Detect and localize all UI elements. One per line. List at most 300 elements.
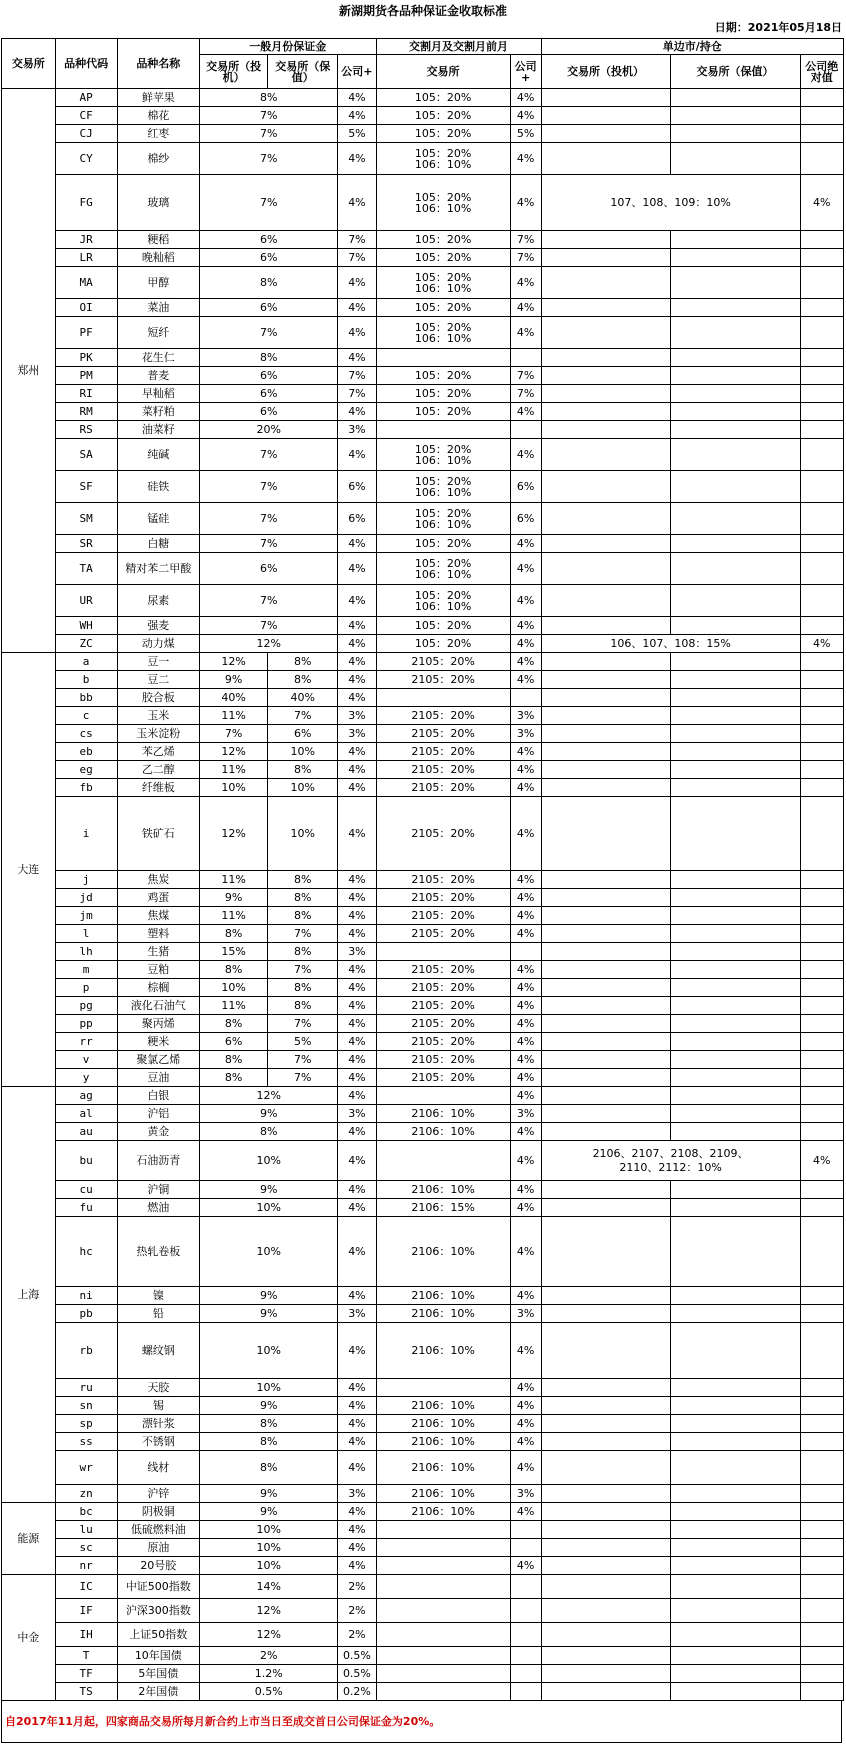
- spec-cell: 7%: [200, 585, 338, 617]
- spec-cell: 7%: [200, 107, 338, 125]
- name-cell: 花生仁: [117, 349, 200, 367]
- unilateral-spec-cell: [541, 997, 670, 1015]
- unilateral-abs-cell: [800, 89, 843, 107]
- unilateral-spec-cell: [541, 1123, 670, 1141]
- unilateral-hedge-cell: [670, 1323, 800, 1379]
- spec-cell: 2%: [200, 1647, 338, 1665]
- unilateral-abs-cell: [800, 889, 843, 907]
- header-delivery-company-plus: 公司+: [510, 55, 541, 89]
- name-cell: 晚籼稻: [117, 249, 200, 267]
- hedge-cell: 8%: [268, 889, 338, 907]
- unilateral-spec-cell: [541, 889, 670, 907]
- spec-cell: 11%: [200, 871, 268, 889]
- delivery-company-cell: [510, 689, 541, 707]
- code-cell: eg: [55, 761, 117, 779]
- name-cell: 5年国债: [117, 1665, 200, 1683]
- company-plus-cell: 4%: [338, 143, 376, 175]
- company-plus-cell: 6%: [338, 503, 376, 535]
- unilateral-hedge-cell: [670, 1451, 800, 1485]
- spec-cell: 10%: [200, 1217, 338, 1287]
- table-row: [2, 1217, 844, 1287]
- name-cell: 鸡蛋: [117, 889, 200, 907]
- unilateral-spec-cell: [541, 943, 670, 961]
- header-delivery: 交割月及交割月前月: [376, 39, 541, 55]
- code-cell: nr: [55, 1557, 117, 1575]
- unilateral-spec-cell: [541, 1623, 670, 1647]
- unilateral-spec-cell: [541, 1015, 670, 1033]
- code-cell: b: [55, 671, 117, 689]
- spec-cell: 12%: [200, 1623, 338, 1647]
- delivery-cell: 2105：20%: [376, 979, 510, 997]
- delivery-cell: [376, 1539, 510, 1557]
- unilateral-cell: 106、107、108：15%: [541, 635, 800, 653]
- delivery-cell: 2106：10%: [376, 1451, 510, 1485]
- company-plus-cell: 0.5%: [338, 1647, 376, 1665]
- unilateral-spec-cell: [541, 961, 670, 979]
- code-cell: IH: [55, 1623, 117, 1647]
- code-cell: OI: [55, 299, 117, 317]
- unilateral-abs-cell: [800, 725, 843, 743]
- company-plus-cell: 4%: [338, 871, 376, 889]
- unilateral-spec-cell: [541, 1539, 670, 1557]
- table-row: [2, 439, 844, 471]
- delivery-cell: 105：20%: [376, 617, 510, 635]
- table-row: [2, 1485, 844, 1503]
- table-row: [2, 1181, 844, 1199]
- unilateral-spec-cell: [541, 761, 670, 779]
- delivery-company-cell: 4%: [510, 925, 541, 943]
- header-name: 品种名称: [117, 39, 200, 89]
- company-plus-cell: 4%: [338, 1557, 376, 1575]
- unilateral-hedge-cell: [670, 671, 800, 689]
- code-cell: rb: [55, 1323, 117, 1379]
- unilateral-spec-cell: [541, 143, 670, 175]
- hedge-cell: 6%: [268, 725, 338, 743]
- unilateral-abs-cell: 4%: [800, 1141, 843, 1181]
- unilateral-spec-cell: [541, 403, 670, 421]
- unilateral-hedge-cell: [670, 1539, 800, 1557]
- unilateral-spec-cell: [541, 1217, 670, 1287]
- unilateral-spec-cell: [541, 471, 670, 503]
- delivery-company-cell: 4%: [510, 143, 541, 175]
- delivery-company-cell: 7%: [510, 367, 541, 385]
- delivery-cell: 2105：20%: [376, 925, 510, 943]
- company-plus-cell: 6%: [338, 471, 376, 503]
- delivery-company-cell: 3%: [510, 1305, 541, 1323]
- company-plus-cell: 0.5%: [338, 1665, 376, 1683]
- code-cell: SM: [55, 503, 117, 535]
- table-row: [2, 871, 844, 889]
- unilateral-spec-cell: [541, 1105, 670, 1123]
- company-plus-cell: 4%: [338, 779, 376, 797]
- delivery-company-cell: 4%: [510, 1033, 541, 1051]
- delivery-company-cell: 4%: [510, 317, 541, 349]
- name-cell: 动力煤: [117, 635, 200, 653]
- code-cell: a: [55, 653, 117, 671]
- delivery-company-cell: 7%: [510, 249, 541, 267]
- unilateral-hedge-cell: [670, 617, 800, 635]
- code-cell: JR: [55, 231, 117, 249]
- hedge-cell: 7%: [268, 707, 338, 725]
- unilateral-hedge-cell: [670, 1665, 800, 1683]
- unilateral-spec-cell: [541, 1557, 670, 1575]
- unilateral-abs-cell: [800, 107, 843, 125]
- exchange-cell: 大连: [2, 653, 56, 1087]
- table-row: [2, 1433, 844, 1451]
- delivery-cell: [376, 1087, 510, 1105]
- delivery-cell: [376, 1599, 510, 1623]
- company-plus-cell: 3%: [338, 725, 376, 743]
- spec-cell: 9%: [200, 889, 268, 907]
- company-plus-cell: 4%: [338, 1323, 376, 1379]
- code-cell: al: [55, 1105, 117, 1123]
- delivery-company-cell: 7%: [510, 385, 541, 403]
- unilateral-spec-cell: [541, 907, 670, 925]
- name-cell: 精对苯二甲酸: [117, 553, 200, 585]
- delivery-cell: [376, 1379, 510, 1397]
- unilateral-abs-cell: [800, 471, 843, 503]
- company-plus-cell: 4%: [338, 1015, 376, 1033]
- delivery-cell: 2106：10%: [376, 1181, 510, 1199]
- unilateral-spec-cell: [541, 1665, 670, 1683]
- unilateral-hedge-cell: [670, 1397, 800, 1415]
- delivery-cell: [376, 1683, 510, 1701]
- delivery-cell: 2106：10%: [376, 1397, 510, 1415]
- name-cell: 沪铜: [117, 1181, 200, 1199]
- table-row: [2, 653, 844, 671]
- hedge-cell: 7%: [268, 1069, 338, 1087]
- delivery-company-cell: [510, 1521, 541, 1539]
- name-cell: 天胶: [117, 1379, 200, 1397]
- spec-cell: 6%: [200, 385, 338, 403]
- hedge-cell: 10%: [268, 797, 338, 871]
- unilateral-cell: 2106、2107、2108、2109、 2110、2112：10%: [541, 1141, 800, 1181]
- unilateral-abs-cell: [800, 961, 843, 979]
- delivery-cell: [376, 689, 510, 707]
- table-row: [2, 1539, 844, 1557]
- name-cell: 尿素: [117, 585, 200, 617]
- table-row: [2, 1323, 844, 1379]
- spec-cell: 10%: [200, 1379, 338, 1397]
- unilateral-spec-cell: [541, 617, 670, 635]
- delivery-cell: 105：20%: [376, 249, 510, 267]
- company-plus-cell: 0.2%: [338, 1683, 376, 1701]
- unilateral-hedge-cell: [670, 1015, 800, 1033]
- company-plus-cell: 3%: [338, 421, 376, 439]
- table-row: [2, 1051, 844, 1069]
- name-cell: 早籼稻: [117, 385, 200, 403]
- company-plus-cell: 4%: [338, 761, 376, 779]
- delivery-cell: 2105：20%: [376, 961, 510, 979]
- name-cell: 甲醇: [117, 267, 200, 299]
- hedge-cell: 7%: [268, 925, 338, 943]
- code-cell: lu: [55, 1521, 117, 1539]
- company-plus-cell: 4%: [338, 889, 376, 907]
- company-plus-cell: 4%: [338, 1087, 376, 1105]
- delivery-cell: 2105：20%: [376, 707, 510, 725]
- spec-cell: 10%: [200, 1199, 338, 1217]
- unilateral-hedge-cell: [670, 143, 800, 175]
- spec-cell: 8%: [200, 1069, 268, 1087]
- spec-cell: 10%: [200, 1141, 338, 1181]
- company-plus-cell: 7%: [338, 367, 376, 385]
- unilateral-hedge-cell: [670, 1575, 800, 1599]
- company-plus-cell: 4%: [338, 1051, 376, 1069]
- unilateral-abs-cell: [800, 1521, 843, 1539]
- name-cell: 豆一: [117, 653, 200, 671]
- table-row: [2, 979, 844, 997]
- spec-cell: 7%: [200, 125, 338, 143]
- unilateral-abs-cell: [800, 1575, 843, 1599]
- unilateral-abs-cell: [800, 617, 843, 635]
- unilateral-spec-cell: [541, 1485, 670, 1503]
- spec-cell: 11%: [200, 707, 268, 725]
- delivery-company-cell: [510, 421, 541, 439]
- table-row: [2, 503, 844, 535]
- unilateral-abs-cell: [800, 907, 843, 925]
- table-row: [2, 267, 844, 299]
- company-plus-cell: 7%: [338, 249, 376, 267]
- delivery-cell: 2105：20%: [376, 779, 510, 797]
- spec-cell: 15%: [200, 943, 268, 961]
- hedge-cell: 8%: [268, 871, 338, 889]
- name-cell: 粳稻: [117, 231, 200, 249]
- company-plus-cell: 4%: [338, 553, 376, 585]
- hedge-cell: 8%: [268, 997, 338, 1015]
- table-row: [2, 585, 844, 617]
- delivery-company-cell: 4%: [510, 653, 541, 671]
- delivery-company-cell: 3%: [510, 725, 541, 743]
- company-plus-cell: 4%: [338, 1199, 376, 1217]
- company-plus-cell: 7%: [338, 385, 376, 403]
- unilateral-abs-cell: [800, 761, 843, 779]
- table-row: [2, 1033, 844, 1051]
- unilateral-abs-cell: 4%: [800, 175, 843, 231]
- unilateral-spec-cell: [541, 385, 670, 403]
- name-cell: 中证500指数: [117, 1575, 200, 1599]
- company-plus-cell: 4%: [338, 671, 376, 689]
- unilateral-spec-cell: [541, 725, 670, 743]
- company-plus-cell: 4%: [338, 1539, 376, 1557]
- company-plus-cell: 4%: [338, 175, 376, 231]
- delivery-company-cell: 4%: [510, 1217, 541, 1287]
- company-plus-cell: 2%: [338, 1599, 376, 1623]
- header-unilateral: 单边市/持仓: [541, 39, 843, 55]
- unilateral-abs-cell: [800, 1123, 843, 1141]
- unilateral-hedge-cell: [670, 1485, 800, 1503]
- unilateral-spec-cell: [541, 1683, 670, 1701]
- spec-cell: 12%: [200, 797, 268, 871]
- spec-cell: 11%: [200, 761, 268, 779]
- delivery-company-cell: 4%: [510, 1433, 541, 1451]
- unilateral-hedge-cell: [670, 997, 800, 1015]
- company-plus-cell: 4%: [338, 997, 376, 1015]
- table-body: [2, 89, 844, 1701]
- unilateral-spec-cell: [541, 421, 670, 439]
- code-cell: SR: [55, 535, 117, 553]
- unilateral-hedge-cell: [670, 761, 800, 779]
- unilateral-spec-cell: [541, 299, 670, 317]
- unilateral-spec-cell: [541, 1033, 670, 1051]
- unilateral-spec-cell: [541, 1323, 670, 1379]
- spec-cell: 7%: [200, 317, 338, 349]
- unilateral-hedge-cell: [670, 1123, 800, 1141]
- code-cell: PF: [55, 317, 117, 349]
- table-row: [2, 403, 844, 421]
- unilateral-spec-cell: [541, 743, 670, 761]
- spec-cell: 6%: [200, 367, 338, 385]
- company-plus-cell: 4%: [338, 1415, 376, 1433]
- unilateral-abs-cell: [800, 535, 843, 553]
- unilateral-abs-cell: [800, 1485, 843, 1503]
- unilateral-hedge-cell: [670, 779, 800, 797]
- delivery-company-cell: 4%: [510, 267, 541, 299]
- company-plus-cell: 4%: [338, 907, 376, 925]
- name-cell: 普麦: [117, 367, 200, 385]
- company-plus-cell: 3%: [338, 1105, 376, 1123]
- spec-cell: 12%: [200, 653, 268, 671]
- delivery-cell: 2105：20%: [376, 671, 510, 689]
- spec-cell: 7%: [200, 617, 338, 635]
- unilateral-hedge-cell: [670, 1105, 800, 1123]
- delivery-cell: 2105：20%: [376, 871, 510, 889]
- name-cell: 焦煤: [117, 907, 200, 925]
- unilateral-hedge-cell: [670, 471, 800, 503]
- unilateral-abs-cell: [800, 1647, 843, 1665]
- unilateral-abs-cell: [800, 143, 843, 175]
- unilateral-abs-cell: [800, 943, 843, 961]
- code-cell: bu: [55, 1141, 117, 1181]
- code-cell: rr: [55, 1033, 117, 1051]
- unilateral-spec-cell: [541, 1521, 670, 1539]
- delivery-cell: [376, 1521, 510, 1539]
- name-cell: 菜籽粕: [117, 403, 200, 421]
- name-cell: 沪锌: [117, 1485, 200, 1503]
- unilateral-abs-cell: [800, 1557, 843, 1575]
- unilateral-abs-cell: [800, 653, 843, 671]
- delivery-cell: 2106：10%: [376, 1323, 510, 1379]
- code-cell: ni: [55, 1287, 117, 1305]
- code-cell: pb: [55, 1305, 117, 1323]
- code-cell: CJ: [55, 125, 117, 143]
- table-row: [2, 367, 844, 385]
- unilateral-hedge-cell: [670, 979, 800, 997]
- unilateral-spec-cell: [541, 1069, 670, 1087]
- spec-cell: 14%: [200, 1575, 338, 1599]
- code-cell: LR: [55, 249, 117, 267]
- delivery-company-cell: 4%: [510, 871, 541, 889]
- spec-cell: 8%: [200, 1123, 338, 1141]
- table-row: [2, 553, 844, 585]
- table-row: [2, 907, 844, 925]
- company-plus-cell: 4%: [338, 689, 376, 707]
- name-cell: 红枣: [117, 125, 200, 143]
- table-row: [2, 797, 844, 871]
- spec-cell: 6%: [200, 1033, 268, 1051]
- company-plus-cell: 4%: [338, 89, 376, 107]
- company-plus-cell: 2%: [338, 1623, 376, 1647]
- name-cell: 燃油: [117, 1199, 200, 1217]
- table-row: [2, 89, 844, 107]
- table-row: [2, 617, 844, 635]
- delivery-company-cell: 4%: [510, 1557, 541, 1575]
- spec-cell: 11%: [200, 997, 268, 1015]
- code-cell: sc: [55, 1539, 117, 1557]
- unilateral-abs-cell: [800, 871, 843, 889]
- name-cell: 铁矿石: [117, 797, 200, 871]
- unilateral-spec-cell: [541, 671, 670, 689]
- report-date: 日期：2021年05月18日: [714, 21, 842, 34]
- hedge-cell: 8%: [268, 653, 338, 671]
- delivery-cell: 2106：10%: [376, 1287, 510, 1305]
- name-cell: 生猪: [117, 943, 200, 961]
- delivery-company-cell: 4%: [510, 107, 541, 125]
- unilateral-hedge-cell: [670, 889, 800, 907]
- code-cell: IC: [55, 1575, 117, 1599]
- delivery-company-cell: 3%: [510, 1485, 541, 1503]
- company-plus-cell: 4%: [338, 107, 376, 125]
- code-cell: bb: [55, 689, 117, 707]
- delivery-company-cell: 6%: [510, 503, 541, 535]
- code-cell: T: [55, 1647, 117, 1665]
- unilateral-spec-cell: [541, 1087, 670, 1105]
- table-row: [2, 725, 844, 743]
- unilateral-hedge-cell: [670, 1503, 800, 1521]
- delivery-cell: 2105：20%: [376, 761, 510, 779]
- code-cell: ag: [55, 1087, 117, 1105]
- unilateral-abs-cell: [800, 1087, 843, 1105]
- unilateral-abs-cell: [800, 125, 843, 143]
- unilateral-hedge-cell: [670, 871, 800, 889]
- unilateral-spec-cell: [541, 503, 670, 535]
- table-row: [2, 421, 844, 439]
- company-plus-cell: 4%: [338, 349, 376, 367]
- unilateral-abs-cell: [800, 1323, 843, 1379]
- spec-cell: 7%: [200, 725, 268, 743]
- unilateral-hedge-cell: [670, 231, 800, 249]
- unilateral-abs-cell: [800, 317, 843, 349]
- unilateral-spec-cell: [541, 267, 670, 299]
- company-plus-cell: 4%: [338, 1181, 376, 1199]
- delivery-company-cell: 4%: [510, 617, 541, 635]
- unilateral-hedge-cell: [670, 1181, 800, 1199]
- code-cell: pg: [55, 997, 117, 1015]
- code-cell: cu: [55, 1181, 117, 1199]
- spec-cell: 6%: [200, 299, 338, 317]
- delivery-company-cell: 4%: [510, 1415, 541, 1433]
- unilateral-spec-cell: [541, 89, 670, 107]
- delivery-cell: 105：20%: [376, 535, 510, 553]
- code-cell: l: [55, 925, 117, 943]
- code-cell: RS: [55, 421, 117, 439]
- delivery-cell: 2105：20%: [376, 889, 510, 907]
- delivery-cell: [376, 349, 510, 367]
- delivery-cell: 105：20% 106：10%: [376, 143, 510, 175]
- unilateral-abs-cell: [800, 1503, 843, 1521]
- name-cell: 豆油: [117, 1069, 200, 1087]
- delivery-cell: [376, 1647, 510, 1665]
- unilateral-hedge-cell: [670, 961, 800, 979]
- table-row: [2, 1287, 844, 1305]
- table-row: [2, 761, 844, 779]
- delivery-company-cell: 4%: [510, 889, 541, 907]
- delivery-cell: 105：20%: [376, 403, 510, 421]
- header-uni-ex-spec: 交易所（投机）: [541, 55, 670, 89]
- code-cell: hc: [55, 1217, 117, 1287]
- unilateral-abs-cell: [800, 925, 843, 943]
- name-cell: 液化石油气: [117, 997, 200, 1015]
- unilateral-hedge-cell: [670, 439, 800, 471]
